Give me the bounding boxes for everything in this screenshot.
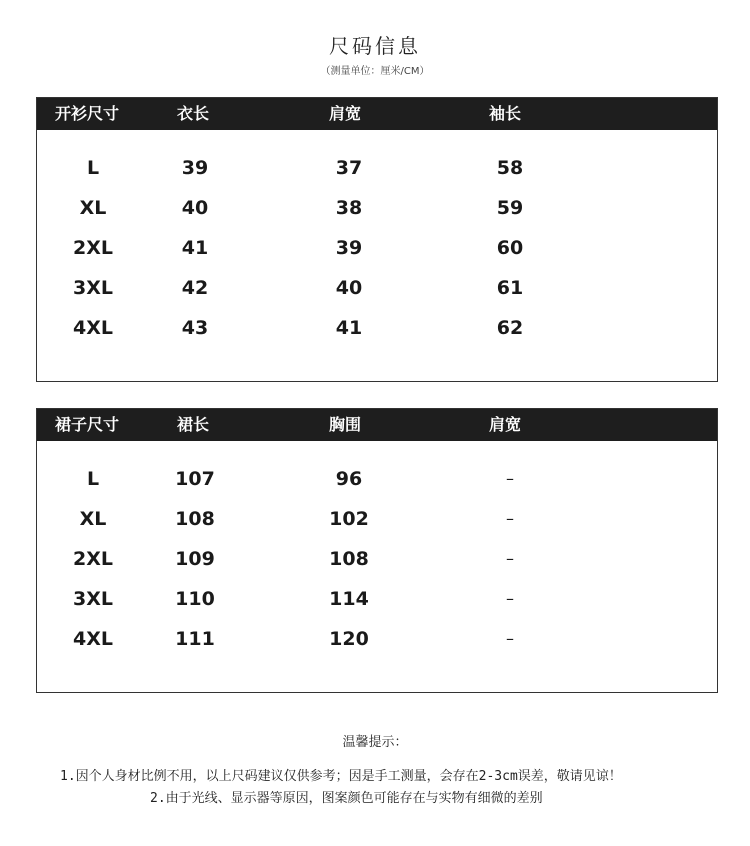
size-cell: 4XL xyxy=(73,317,113,339)
value-cell: 120 xyxy=(329,628,369,650)
value-cell: 41 xyxy=(335,317,363,339)
size-cell: 3XL xyxy=(73,277,113,299)
table-row xyxy=(37,308,717,348)
size-cell: 2XL xyxy=(73,548,113,570)
value-cell: 37 xyxy=(335,157,363,179)
table-row xyxy=(37,268,717,308)
table-row xyxy=(37,459,717,499)
table-row xyxy=(37,148,717,188)
table-row xyxy=(37,579,717,619)
skirt-size-table xyxy=(36,408,718,693)
size-cell: 4XL xyxy=(73,628,113,650)
value-cell: 62 xyxy=(496,317,524,339)
value-cell: 107 xyxy=(175,468,215,490)
value-cell: 39 xyxy=(335,237,363,259)
size-cell: L xyxy=(86,157,100,179)
value-cell: 96 xyxy=(335,468,363,490)
value-cell: 59 xyxy=(496,197,524,219)
value-cell: 102 xyxy=(329,508,369,530)
measurement-unit-note: （测量单位：厘米/CM） xyxy=(320,66,430,77)
value-cell: – xyxy=(506,549,514,568)
value-cell: 43 xyxy=(181,317,209,339)
value-cell: 40 xyxy=(335,277,363,299)
value-cell: – xyxy=(506,509,514,528)
value-cell: 38 xyxy=(335,197,363,219)
value-cell: 40 xyxy=(181,197,209,219)
page-title: 尺码信息 xyxy=(329,34,421,58)
tips-title: 温馨提示： xyxy=(342,735,408,750)
size-cell: XL xyxy=(79,508,107,530)
value-cell: – xyxy=(506,469,514,488)
header-size: 开衫尺寸 xyxy=(55,104,120,123)
header-length: 衣长 xyxy=(177,104,210,123)
size-cell: 3XL xyxy=(73,588,113,610)
table-row xyxy=(37,539,717,579)
header-bust: 胸围 xyxy=(329,415,362,434)
tip-line-1: 1.因个人身材比例不用，以上尺码建议仅供参考；因是手工测量，会存在2-3cm误差，敬请见谅！ xyxy=(60,769,622,784)
table-header xyxy=(37,409,717,441)
value-cell: 108 xyxy=(329,548,369,570)
header-size: 裙子尺寸 xyxy=(55,415,120,434)
header-sleeve: 袖长 xyxy=(489,104,522,123)
table-row xyxy=(37,499,717,539)
table-row xyxy=(37,619,717,659)
value-cell: 110 xyxy=(175,588,215,610)
size-cell: L xyxy=(86,468,100,490)
value-cell: 58 xyxy=(496,157,524,179)
size-cell: 2XL xyxy=(73,237,113,259)
header-shoulder: 肩宽 xyxy=(329,104,362,123)
tip-line-2: 2.由于光线、显示器等原因，图案颜色可能存在与实物有细微的差别 xyxy=(150,791,543,806)
value-cell: 108 xyxy=(175,508,215,530)
value-cell: 61 xyxy=(496,277,524,299)
cardigan-size-table xyxy=(36,97,718,382)
table-row xyxy=(37,188,717,228)
table-row xyxy=(37,228,717,268)
value-cell: 41 xyxy=(181,237,209,259)
header-shoulder: 肩宽 xyxy=(489,415,522,434)
value-cell: 39 xyxy=(181,157,209,179)
table-header xyxy=(37,98,717,130)
value-cell: – xyxy=(506,629,514,648)
value-cell: 42 xyxy=(181,277,209,299)
size-cell: XL xyxy=(79,197,107,219)
header-skirt-length: 裙长 xyxy=(177,415,210,434)
value-cell: – xyxy=(506,589,514,608)
value-cell: 114 xyxy=(329,588,369,610)
value-cell: 111 xyxy=(175,628,215,650)
value-cell: 60 xyxy=(496,237,524,259)
value-cell: 109 xyxy=(175,548,215,570)
